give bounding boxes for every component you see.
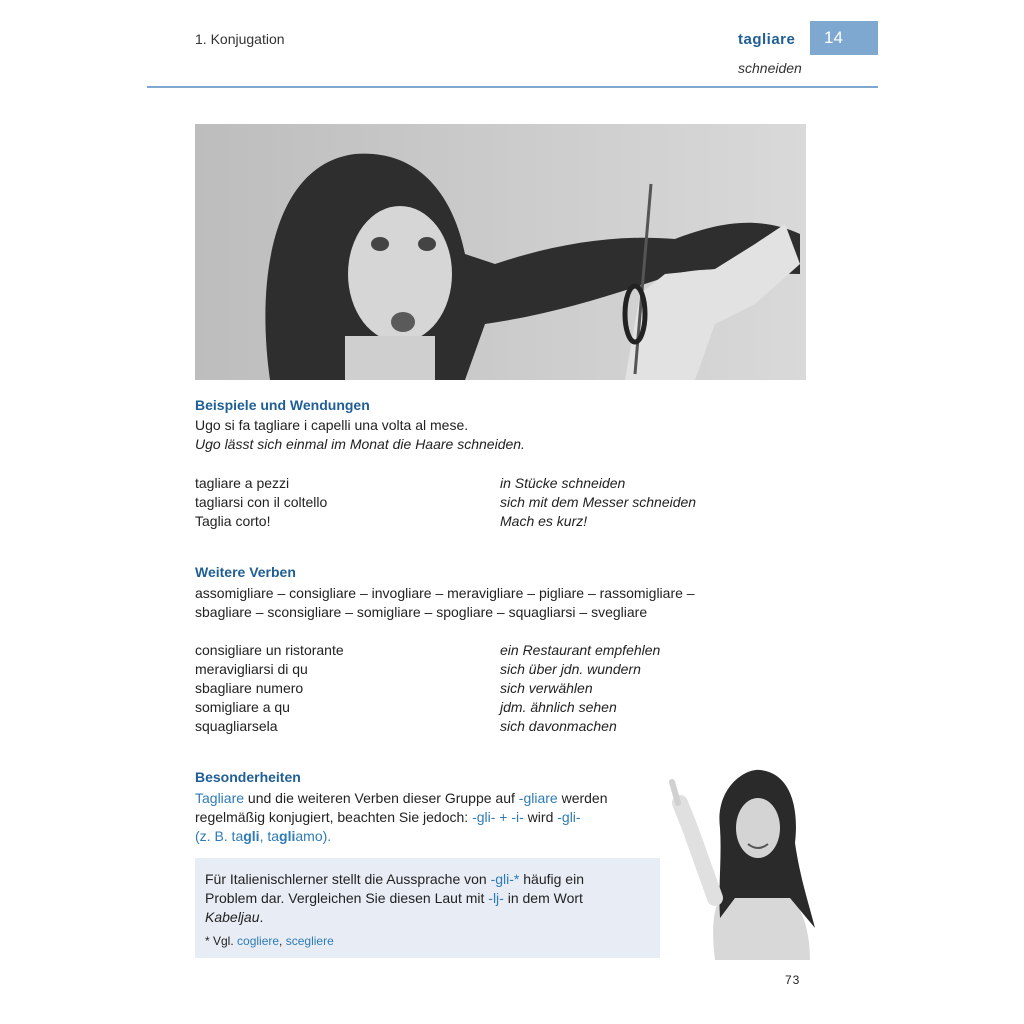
text: , [279, 934, 286, 948]
bold-gli: gli [279, 828, 296, 844]
examples-heading: Beispiele und Wendungen [195, 397, 370, 413]
phrase-de: Mach es kurz! [500, 513, 588, 529]
note-line [205, 870, 584, 889]
phrase-de: sich mit dem Messer schneiden [500, 494, 697, 510]
text: und die weiteren Verben dieser Gruppe auf [244, 790, 519, 806]
phrase-de: sich davonmachen [500, 718, 617, 734]
text: (z. B. ta [195, 828, 244, 844]
ref-verb[interactable]: scegliere [285, 934, 334, 948]
phrase-it: squagliarsela [195, 718, 278, 734]
text: werden [557, 790, 608, 806]
phrase-it: Taglia corto! [195, 513, 271, 529]
ref-verb[interactable]: cogliere [237, 934, 280, 948]
gli-text: -gli-* [490, 871, 520, 887]
text: amo). [295, 828, 332, 844]
note-line [205, 908, 263, 927]
bold-gli: gli [243, 828, 260, 844]
phrase-de: in Stücke schneiden [500, 475, 626, 491]
lj-text: -lj- [488, 890, 504, 906]
phrase-it: consigliare un ristorante [195, 642, 344, 658]
verb-translation: schneiden [738, 60, 802, 76]
phrase-it: meravigliarsi di qu [195, 661, 308, 677]
verb-number-tab: 14 [810, 21, 878, 55]
haircut-photo [195, 124, 806, 380]
example-sentence-it: Ugo si fa tagliare i capelli una volta al mese. [195, 417, 469, 433]
phrase-it: tagliare a pezzi [195, 475, 290, 491]
text: in dem Wort [503, 890, 583, 906]
verb-link: Tagliare [195, 790, 245, 806]
phrase-de: jdm. ähnlich sehen [500, 699, 617, 715]
phrase-it: sbagliare numero [195, 680, 304, 696]
text: . [259, 909, 264, 925]
text: wird [523, 809, 558, 825]
text: , ta [259, 828, 280, 844]
special-line [195, 808, 581, 827]
phrase-de: ein Restaurant empfehlen [500, 642, 661, 658]
text: * Vgl. [205, 934, 238, 948]
note-line [205, 889, 583, 908]
example-sentence-de: Ugo lässt sich einmal im Monat die Haare schneiden. [195, 436, 525, 452]
text: regelmäßig konjugiert, beachten Sie jedoch: [195, 809, 473, 825]
special-line [195, 789, 608, 808]
footnote [205, 934, 334, 948]
woman-pointing-photo [660, 768, 820, 960]
special-heading: Besonderheiten [195, 769, 301, 785]
page-number: 73 [785, 973, 801, 987]
phrase-de: sich über jdn. wundern [500, 661, 641, 677]
header-divider [147, 86, 878, 88]
text: Problem dar. Vergleichen Sie diesen Laut mit [205, 890, 489, 906]
phrase-it: tagliarsi con il coltello [195, 494, 328, 510]
example-word: Kabeljau [205, 909, 260, 925]
verb-title: tagliare [738, 31, 796, 48]
phrase-it: somigliare a qu [195, 699, 290, 715]
verb-list-line: assomigliare – consigliare – invogliare – meravigliare – pigliare – rassomigliare – [195, 585, 695, 601]
phrase-de: sich verwählen [500, 680, 593, 696]
more-verbs-heading: Weitere Verben [195, 564, 296, 580]
chapter-title: 1. Konjugation [195, 31, 285, 47]
text: häufig ein [519, 871, 584, 887]
gli-text: -gli- [557, 809, 581, 825]
text: Für Italienischlerner stellt die Aussprache von [205, 871, 491, 887]
verb-list-line: sbagliare – sconsigliare – somigliare – spogliare – squagliarsi – svegliare [195, 604, 648, 620]
suffix: -gliare [518, 790, 558, 806]
special-example [195, 827, 331, 846]
rule-text: -gli- + -i- [472, 809, 524, 825]
